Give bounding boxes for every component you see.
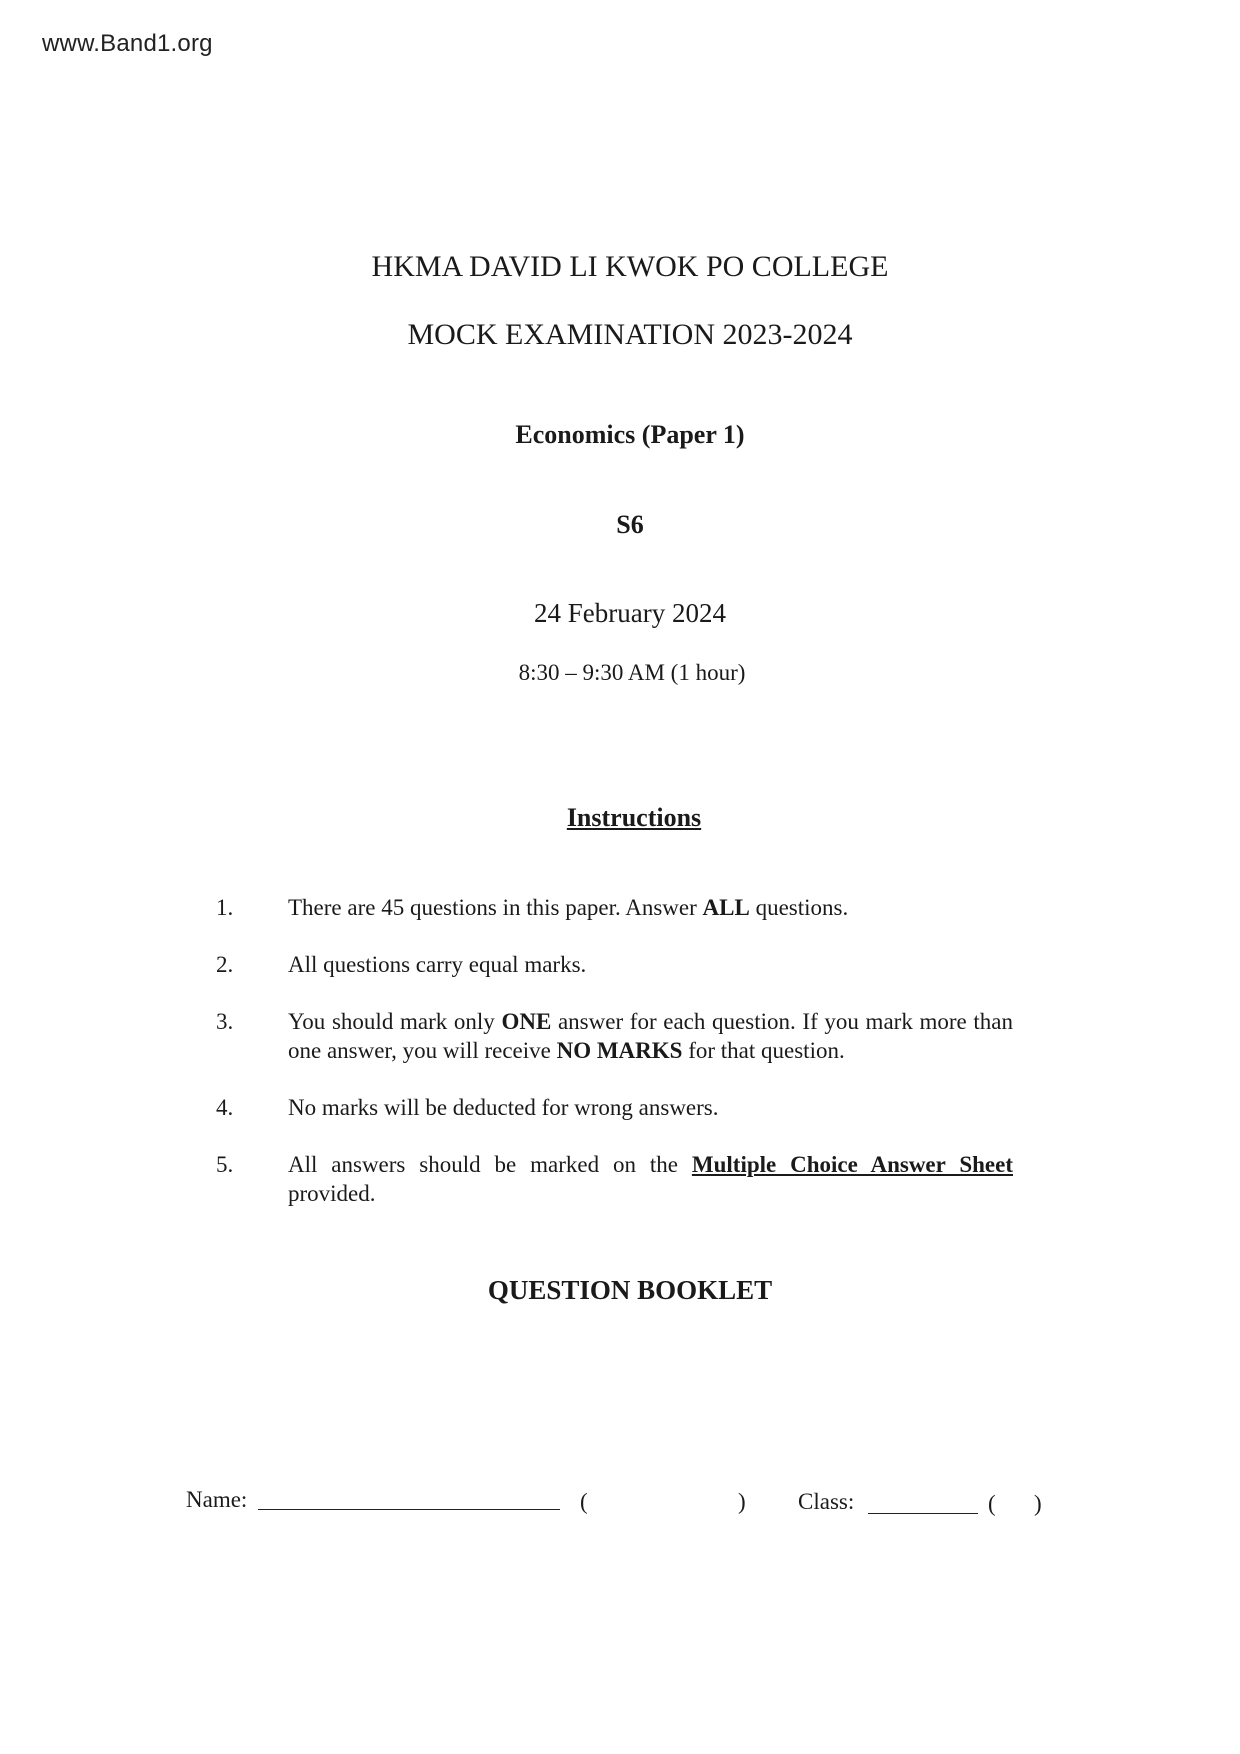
instruction-text: All questions carry equal marks.	[288, 952, 587, 977]
level-label: S6	[616, 510, 644, 539]
school-name: HKMA DAVID LI KWOK PO COLLEGE	[371, 250, 889, 283]
subject-title: Economics (Paper 1)	[515, 420, 745, 449]
instruction-number: 1.	[216, 895, 234, 920]
name-label: Name:	[186, 1487, 248, 1512]
class-label: Class:	[798, 1489, 855, 1514]
instruction-text: There are 45 questions in this paper. Answer ALL questions.	[288, 895, 849, 920]
name-blank	[258, 1509, 560, 1510]
answer-sheet-reference: Multiple Choice Answer Sheet	[691, 1152, 1013, 1177]
instruction-number: 4.	[216, 1095, 234, 1120]
booklet-title: QUESTION BOOKLET	[487, 1275, 773, 1305]
instruction-text: You should mark only ONE answer for each question. If you mark more than one answer, you will receive NO MARKS for that question.	[288, 1009, 1014, 1063]
student-info-row	[186, 1487, 1066, 1527]
exam-time: 8:30 – 9:30 AM (1 hour)	[518, 660, 746, 685]
class-number-paren-close: )	[1034, 1491, 1042, 1516]
instruction-number: 2.	[216, 952, 234, 977]
instruction-text: No marks will be deducted for wrong answers.	[288, 1095, 719, 1120]
student-number-paren-open: (	[580, 1489, 588, 1514]
class-number-paren-open: (	[988, 1491, 996, 1516]
instruction-text: All answers should be marked on the Multiple Choice Answer Sheet provided.	[288, 1152, 1013, 1206]
exam-title: MOCK EXAMINATION 2023-2024	[407, 318, 853, 351]
class-blank	[868, 1513, 978, 1514]
instruction-number: 3.	[216, 1009, 234, 1034]
student-number-paren-close: )	[738, 1489, 746, 1514]
instructions-heading: Instructions	[566, 803, 702, 832]
exam-date: 24 February 2024	[534, 598, 726, 628]
instruction-number: 5.	[216, 1152, 234, 1177]
watermark-url: www.Band1.org	[42, 30, 213, 57]
